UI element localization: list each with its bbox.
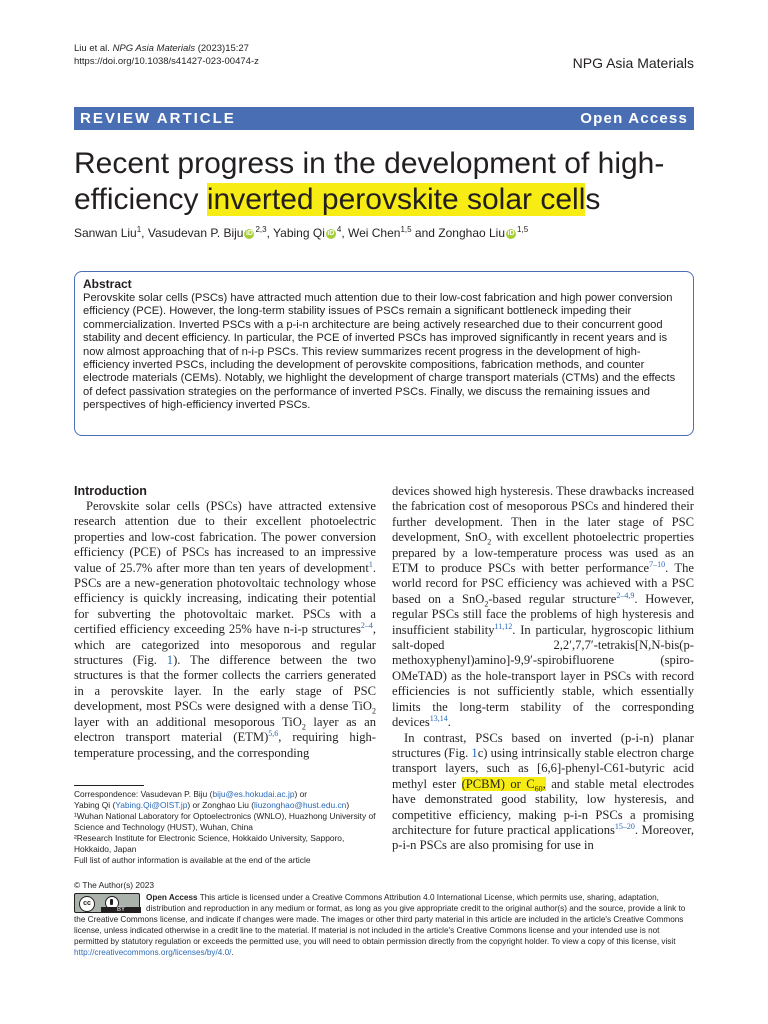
title-text-end: s — [585, 183, 601, 216]
body-text: . PSCs are a new-generation photovoltaic technology whose efficiency is quickly increasing, indicating their potential for subverting the photovoltaic market. PSCs with a certified efficiency exceeding 25% have n-i-p structures — [74, 560, 376, 637]
affiliation: ¹Wuhan National Laboratory for Optoelectronics (WNLO), Huazhong University of Science and Technology (HUST), Wuhan, China — [74, 811, 376, 832]
citation-journal: NPG Asia Materials — [112, 43, 196, 54]
abstract-text: Perovskite solar cells (PSCs) have attracted much attention due to their low-cost fabrication and high power conversion efficiency (PCE). However, the long-term stability issues of PSCs remain a significant bottleneck impeding their commercialization. Inverted PSCs with a p-i-n architecture are being actively researched due to their concurrent good stability and decent efficiency. In particular, the PCE of inverted PSCs has improved significantly in recent years and is now almost approaching that of n-i-p PSCs. This review summarizes recent progress in the development of high-efficiency inverted PSCs, including the development of perovskite compositions, fabrication methods, and counter electrode materials (CEMs). Notably, we highlight the development of charge transport materials (CTMs) and the effects of defect passivation strategies on the performance of inverted PSCs. Finally, we discuss the remaining issues and perspectives of high-efficiency inverted PSCs. — [83, 292, 676, 412]
body-text: In contrast, PSCs based on inverted (p-i-n) planar structures (Fig. — [392, 730, 694, 760]
body-paragraph — [392, 731, 694, 854]
body-paragraph — [74, 499, 376, 761]
title-text-start: Recent progress in the development of high-efficiency — [74, 147, 665, 216]
footnote-divider — [74, 785, 144, 786]
highlight-text: , — [542, 776, 546, 791]
footnote-text: Yabing Qi ( — [74, 800, 116, 810]
license-block — [74, 892, 694, 958]
article-type-banner — [74, 107, 694, 130]
subscript: 2 — [487, 537, 492, 547]
orcid-icon[interactable]: iD — [245, 229, 253, 237]
abstract-box — [74, 271, 694, 436]
subscript: 2 — [301, 722, 306, 732]
figure-link[interactable]: 1 — [166, 653, 174, 668]
author-affiliation: 1,5 — [517, 225, 529, 234]
body-text: Perovskite solar cells (PSCs) have attracted extensive research attention due to their excellent photoelectric properties and low-cost fabrication. The power conversion efficiency (PCE) of PSCs has increased to an impressive value of 25.7% after more than ten years of development — [74, 499, 376, 575]
body-text: devices showed high hysteresis. These drawbacks increased the fabrication cost of mesoporous PSCs and hindered their further development. Then in the later stage of PSC development, SnO — [392, 484, 694, 545]
copyright: © The Author(s) 2023 — [74, 880, 155, 890]
author-affiliation: 1 — [136, 225, 142, 234]
author-info-note: Full list of author information is available at the end of the article — [74, 855, 311, 865]
body-text: . — [447, 715, 451, 730]
license-link[interactable]: http://creativecommons.org/licenses/by/4.0/ — [74, 948, 232, 957]
highlight-text: (PCBM) or C — [461, 776, 535, 791]
title-highlight: inverted perovskite solar cell — [206, 183, 586, 216]
orcid-icon[interactable]: iD — [327, 229, 335, 237]
citation-block — [74, 42, 259, 68]
article-title — [74, 146, 694, 218]
body-column-left — [74, 484, 376, 761]
highlighted-text — [461, 776, 546, 794]
citation-volume: (2023)15:27 — [195, 43, 249, 54]
body-paragraph — [392, 484, 694, 731]
body-text: layer with an additional mesoporous TiO — [74, 714, 302, 729]
author-affiliation: 1,5 — [400, 225, 412, 234]
body-text: and stable metal electrodes have demonstrated good stability, low hysteresis, and competitive efficiency, making p-i-n PSCs a promising architecture for future practical applications — [392, 776, 694, 837]
abstract-heading: Abstract — [83, 277, 132, 291]
body-text: , which are categorized into mesoporous and regular structures (Fig. — [74, 622, 376, 668]
body-text: . In particular, hygroscopic lithium salt-doped 2,2′,7,7′-tetrakis[N,N-bis(p-methoxyphenyl)amino]-9,9′-spirobifluorene (spiro-OMeTAD) as the hole-transport layer in PSCs with record efficiencies is not sufficiently stable, which essentially limits the long-term stability of the corresponding devices — [392, 622, 694, 730]
correspondence — [74, 800, 376, 811]
open-access-bold: Open Access — [146, 893, 198, 902]
body-column-right — [392, 484, 694, 854]
email-link[interactable]: liuzonghao@hust.edu.cn — [253, 800, 347, 810]
journal-name: NPG Asia Materials — [572, 55, 694, 71]
reference-link[interactable]: 5,6 — [268, 728, 279, 738]
reference-link[interactable]: 1 — [368, 559, 373, 569]
footnote-text: Correspondence: Vasudevan P. Biju ( — [74, 789, 213, 799]
license-text: This article is licensed under a Creative Commons Attribution 4.0 International License, which permits use, sharing, adaptation, distribution and reproduction in any medium or format, as long as you give appropriate credit to the original author(s) and the source, provide a link to the Creative Commons license, and indicate if changes were made. The images or other third party material in this article are included in the article's Creative Commons license, unless indicated otherwise in a credit line to the material. If material is not included in the article's Creative Commons license and your intended use is not permitted by statutory regulation or exceeds the permitted use, you will need to obtain permission directly from the copyright holder. To view a copy of this license, visit — [74, 893, 686, 946]
subscript: 60 — [534, 784, 543, 794]
author[interactable]: Vasudevan P. Biju — [147, 226, 244, 240]
open-access-label: Open Access — [580, 110, 688, 127]
reference-link[interactable]: 15–20 — [614, 821, 635, 831]
author[interactable]: Yabing Qi — [273, 226, 325, 240]
reference-link[interactable]: 11,12 — [494, 621, 513, 631]
body-text: with excellent photoelectric properties prepared by a low-temperature process was used as an ETM to produce PSCs with better performance — [392, 530, 694, 576]
email-link[interactable]: Yabing.Qi@OIST.jp — [115, 800, 188, 810]
reference-link[interactable]: 2–4 — [360, 621, 373, 631]
body-text: layer as an electron transport material (ETM) — [74, 714, 376, 745]
by-label: BY — [101, 907, 141, 913]
body-text: , requiring high-temperature processing, and the corresponding — [74, 730, 376, 760]
body-text: -based regular structure — [488, 591, 617, 606]
author-affiliation: 2,3 — [255, 225, 267, 234]
footnote-text: ) or Zonghao Liu ( — [187, 800, 254, 810]
figure-link[interactable]: 1 — [471, 745, 478, 760]
author[interactable]: Wei Chen — [347, 226, 401, 240]
subscript: 2 — [484, 599, 489, 609]
cc-icon: cc — [79, 896, 95, 912]
email-link[interactable]: biju@es.hokudai.ac.jp — [212, 789, 295, 799]
citation-authors: Liu et al. — [74, 43, 113, 54]
author[interactable]: Sanwan Liu — [74, 226, 137, 240]
body-text: . However, regular PSCs still face the problems of high hysteresis and insufficient stability — [392, 591, 694, 637]
reference-link[interactable]: 7–10 — [649, 559, 666, 569]
citation-line — [74, 42, 259, 55]
body-text: . Moreover, p-i-n PSCs are also promising for use in — [392, 822, 694, 853]
body-text: c) using intrinsically stable electron charge transport layers, such as [6,6]-phenyl-C61-butyric acid methyl ester — [392, 745, 694, 791]
subscript: 2 — [372, 706, 376, 716]
footnotes — [74, 789, 376, 866]
doi-link[interactable]: https://doi.org/10.1038/s41427-023-00474-z — [74, 56, 259, 67]
author-affiliation: 4 — [336, 225, 342, 234]
orcid-icon[interactable]: iD — [507, 229, 515, 237]
footnote-text: ) or — [294, 789, 308, 799]
body-text: ). The difference between the two structures is that the former collects the carriers generated in a perovskite layer. In the early stage of PSC development, most PSCs were designed with a dense TiO — [74, 653, 376, 714]
footnote-text: ) — [346, 800, 350, 810]
author-list: Sanwan Liu$^1$, Vasudevan P. Biju iD $^{2,3}$, Yabing Qi iD $^4$, Wei Chen$^{1,5}$ and Zonghao Liu iD $^{1,5}$ — [74, 225, 529, 240]
body-text: . The world record for PSC efficiency was achieved with a PSC based on a SnO — [392, 561, 694, 606]
correspondence — [74, 789, 376, 800]
reference-link[interactable]: 13,14 — [429, 713, 448, 723]
affiliation: ²Research Institute for Electronic Science, Hokkaido University, Sapporo, Hokkaido, Japan — [74, 833, 345, 854]
author[interactable]: Zonghao Liu — [438, 226, 506, 240]
license-text: . — [231, 948, 234, 957]
reference-link[interactable]: 2–4,9 — [616, 590, 635, 600]
article-type-label: REVIEW ARTICLE — [80, 110, 236, 127]
section-heading: Introduction — [74, 484, 147, 498]
cc-by-badge-icon[interactable] — [74, 893, 140, 913]
